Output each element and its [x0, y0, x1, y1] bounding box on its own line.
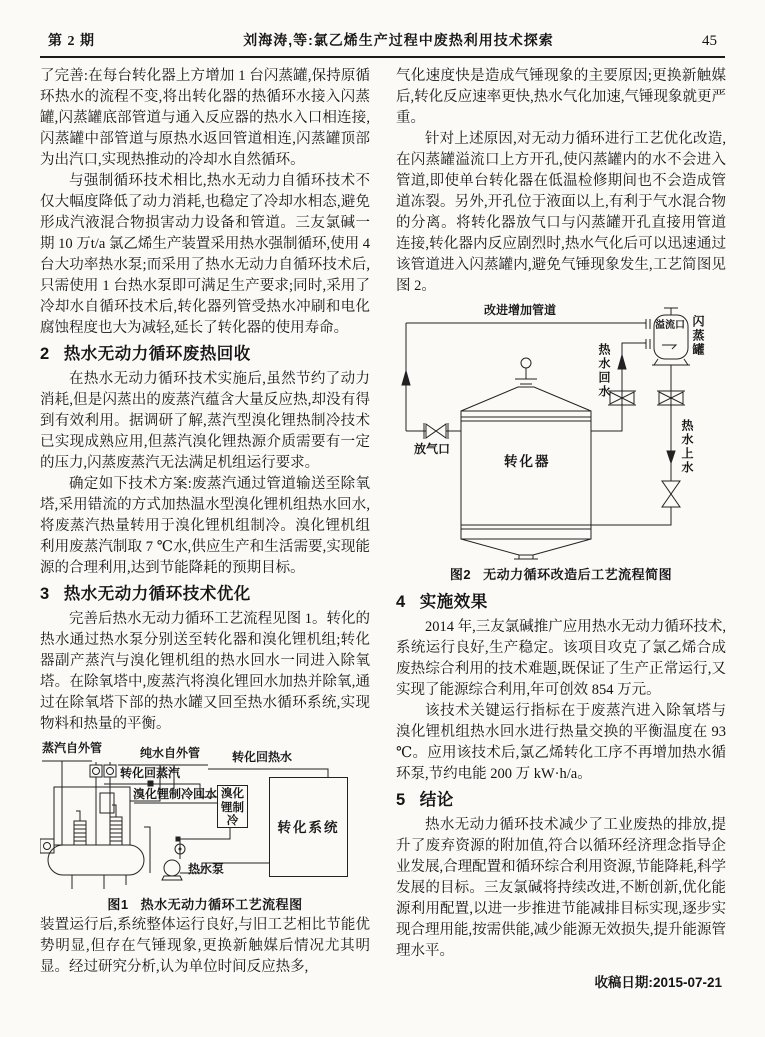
- figure1-label-pure-water-external: 纯水自外管: [140, 746, 201, 760]
- hot-water-drum-icon: [48, 845, 144, 875]
- left-column: [40, 66, 370, 993]
- deaerator-enclosure: [54, 787, 130, 845]
- vent-pipe: [144, 827, 150, 873]
- figure2-label-converter: 转化器: [504, 454, 551, 469]
- figure2-label-hot-water-supply: 热水上水: [680, 419, 694, 475]
- two-column-body: [40, 66, 725, 993]
- paragraph: 针对上述原因,对无动力循环进行工艺优化改造,在闪蒸罐溢流口上方开孔,使闪蒸罐内的水不会进入管道,即使单台转化器在低温检修期间也不会造成管道冻裂。另外,开孔位于液面以上,有利于气水混合物的分离。将转化器放气口与闪蒸罐开孔直接用管道连接,转化器内反应剧烈时,热水气化后可以迅速通过该管道进入闪蒸罐内,避免气锤现象发生,工艺简图见图 2。: [396, 131, 726, 294]
- figure2-title: 无动力循环改造后工艺流程简图: [483, 567, 673, 582]
- header-rule: [40, 56, 725, 58]
- running-title: 刘海涛,等:氯乙烯生产过程中废热利用技术探索: [243, 32, 554, 48]
- section-number: 4: [396, 593, 406, 611]
- section-title: 热水无动力循环废热回收: [63, 345, 251, 363]
- section-title: 实施效果: [419, 593, 488, 611]
- received-date-line: [396, 972, 726, 993]
- up-arrow: [618, 355, 626, 369]
- valve-icon: [90, 762, 116, 777]
- paragraph: 2014 年,三友氯碱推广应用热水无动力循环技术,系统运行良好,生产稳定。该项目攻克了氯乙烯合成废热综合利用的技术难题,既保证了生产正常运行,又实现了能源综合利用,年可创效 854 万元。: [396, 619, 726, 698]
- paragraph: 完善后热水无动力循环工艺流程见图 1。转化的热水通过热水泵分别送至转化器和溴化锂机组;转化器副产蒸汽与溴化锂机组的热水回水一同进入除氧塔。在除氧塔中,废蒸汽将溴化锂回水加热并除氧,通过在除氧塔下部的热水罐又回至热水循环系统,实现物料和热量的平衡。: [40, 611, 370, 732]
- section-heading-3: [40, 584, 370, 605]
- paragraph: 了完善:在每台转化器上方增加 1 台闪蒸罐,保持原循环热水的流程不变,将出转化器的热循环水接入闪蒸罐,闪蒸罐底部管道与通入反应器的热水入口相连接,闪蒸罐中部管道与原热水返回管道相连,闪蒸罐顶部为出汽口,实现热推动的冷却水自然循环。: [40, 68, 370, 168]
- section-heading-2: [40, 344, 370, 365]
- figure2-label-hot-water-return: 热水回水: [597, 343, 611, 399]
- section-heading-5: [396, 790, 726, 811]
- section-number: 2: [40, 345, 50, 363]
- figure1-label-libr-return: 溴化锂制冷回水: [133, 787, 218, 801]
- section-title: 热水无动力循环技术优化: [63, 585, 251, 603]
- paragraph: 热水无动力循环技术减少了工业废热的排放,提升了废弃资源的附加值,符合以循环经济理念指导企业发展,合理配置和循环综合利用资源,节能降耗,科学发展的目标。三友氯碱将持续改进,不断创新,优化能源利用配置,以进一步推进节能减排目标实现,逐步实现合理用能,按需供能,减少能源无效损失,提升能源管理水平。: [396, 817, 726, 959]
- figure-1-process-flow-diagram: [40, 741, 370, 911]
- figure2-number: 图2: [449, 567, 472, 582]
- right-column: [396, 66, 726, 993]
- figure1-label-return-hot-water: 转化回热水: [232, 750, 293, 764]
- paragraph: 该技术关键运行指标在于废蒸汽进入除氧塔与溴化锂机组热水回水进行热量交换的平衡温度在 93 ℃。应用该技术后,氯乙烯转化工序不再增加热水循环泵,节约电能 200 万 kW·h/a。: [396, 703, 726, 782]
- page-number: 45: [702, 33, 717, 49]
- figure2-label-added-pipeline: 改进增加管道: [484, 303, 557, 317]
- section-number: 3: [40, 585, 50, 603]
- libr-unit-box: 溴化锂制冷: [217, 785, 248, 828]
- conversion-system-box: 转化系统: [269, 777, 348, 877]
- return-hot-water-pipe: [208, 769, 328, 777]
- figure-2-process-flow-diagram: [396, 303, 726, 587]
- figure1-number: 图1: [107, 897, 129, 912]
- figure1-label-steam-external: 蒸汽自外管: [42, 741, 103, 755]
- gauge-icon: [40, 839, 54, 853]
- figure2-caption: [396, 564, 726, 585]
- figure1-title: 热水无动力循环工艺流程图: [140, 897, 303, 912]
- figure2-label-overflow-port: 溢流口: [655, 320, 685, 331]
- page-header: [40, 30, 725, 56]
- figure2-label-flash-tank: 闪蒸罐: [691, 315, 705, 357]
- deaerator-column-icon: [74, 805, 122, 845]
- figure1-label-return-steam: 转化回蒸汽: [120, 766, 181, 780]
- paragraph: 与强制循环技术相比,热水无动力自循环技术不仅大幅度降低了动力消耗,也稳定了冷却水相态,避免形成汽液混合物损害动力设备和管道。三友氯碱一期 10 万t/a 氯乙烯生产装置采用热水强制循环,使用 4 台大功率热水泵;而采用了热水无动力自循环技术后,只需使用 1 台热水泵即可满足生产要求;同时,采用了冷却水自循环技术后,转化器列管受热水冲刷和电化腐蚀程度也大为减轻,延长了转化器的使用寿命。: [40, 173, 370, 336]
- up-arrow: [402, 371, 410, 385]
- section-number: 5: [396, 791, 406, 809]
- down-arrow: [667, 451, 675, 463]
- section-title: 结论: [419, 791, 454, 809]
- globe-valve-icon: [662, 481, 680, 507]
- flash-tank-icon: [646, 308, 690, 365]
- vent-valve-icon: [406, 423, 461, 439]
- received-date-value: 2015-07-21: [652, 975, 722, 990]
- paragraph: 在热水无动力循环技术实施后,虽然节约了动力消耗,但是闪蒸出的废蒸汽蕴含大量反应热,却没有得到有效利用。据调研了解,蒸汽型溴化锂热制冷技术已实现成熟应用,但蒸汽溴化锂热源介质需要有一定的压力,闪蒸废蒸汽无法满足机组运行要求。: [40, 371, 370, 471]
- received-date-label: 收稿日期:: [594, 975, 653, 990]
- section-heading-4: [396, 592, 726, 613]
- issue-number: 第 2 期: [48, 34, 95, 49]
- figure2-label-vent-port: 放气口: [414, 442, 451, 456]
- figure1-label-hot-water-pump: 热水泵: [188, 862, 225, 876]
- paragraph: 装置运行后,系统整体运行良好,与旧工艺相比节能优势明显,但存在气锤现象,更换新触媒后情况尤其明显。经过研究分析,认为单位时间反应热多,: [40, 917, 370, 975]
- paragraph: 确定如下技术方案:废蒸汽通过管道输送至除氧塔,采用错流的方式加热温水型溴化锂机组热水回水,将废蒸汽热量转用于溴化锂机组制冷。溴化锂机组利用废蒸汽制取 7 ℃水,供应生产和生活需要,实现能源的合理利用,达到节能降耗的预期目标。: [40, 476, 370, 576]
- paragraph: 气化速度快是造成气锤现象的主要原因;更换新触媒后,转化反应速率更快,热水气化加速,气锤现象就更严重。: [396, 68, 726, 126]
- figure1-caption: [40, 894, 370, 915]
- pump-icon: [162, 860, 182, 880]
- figure-2-linework: [396, 303, 726, 561]
